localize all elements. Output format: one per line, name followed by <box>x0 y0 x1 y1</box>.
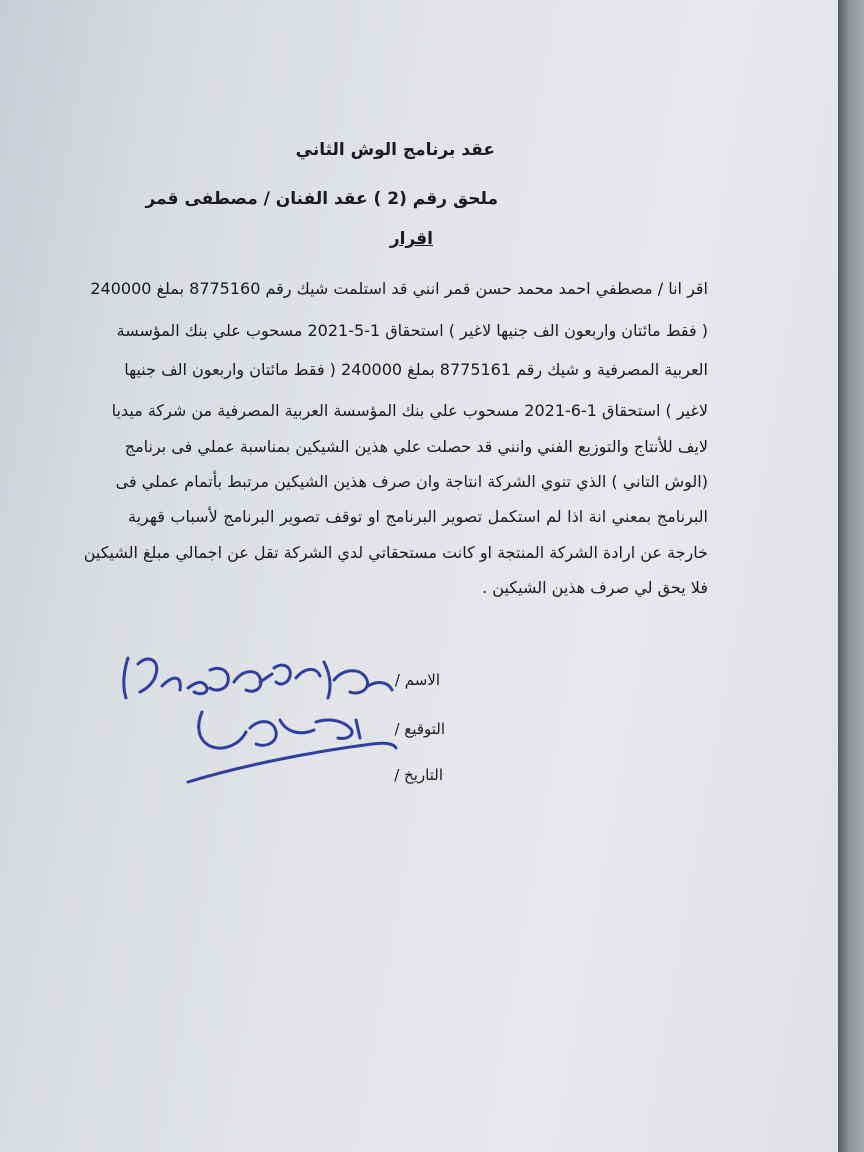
body-line: خارجة عن ارادة الشركة المنتجة او كانت مستحقاتي لدي الشركة تقل عن اجمالي مبلغ الشيكين <box>83 543 708 562</box>
document-title: عقد برنامج الوش الثاني <box>295 140 495 160</box>
body-line: لاغير ) استحقاق 1-6-2021 مسحوب علي بنك المؤسسة العربية المصرفية من شركة ميديا <box>111 401 708 420</box>
declaration-heading: اقرار <box>389 229 433 249</box>
signature-field-label: التوقيع / <box>394 720 445 738</box>
name-field-label: الاسم / <box>394 671 440 689</box>
body-line: ( فقط مائتان واربعون الف جنيها لاغير ) استحقاق 1-5-2021 مسحوب علي بنك المؤسسة <box>116 321 708 340</box>
body-line: (الوش التاني ) الذي تنوي الشركة انتاجة وان صرف هذين الشيكين مرتبط بأتمام عملي فى <box>115 472 708 491</box>
handwritten-signature <box>110 640 430 800</box>
document-subtitle: ملحق رقم (2 ) عقد الفنان / مصطفى قمر <box>145 189 498 209</box>
body-line: اقر انا / مصطفي احمد محمد حسن قمر انني قد استلمت شيك رقم 8775160 بملغ 240000 <box>90 279 708 298</box>
date-field-label: التاريخ / <box>394 766 443 784</box>
signature-ink <box>124 658 396 782</box>
body-line: لايف للأنتاج والتوزيع الفني وانني قد حصلت علي هذين الشيكين بمناسبة عملي فى برنامج <box>124 437 708 456</box>
body-line: فلا يحق لي صرف هذين الشيكين . <box>482 578 708 597</box>
paper-stack-edge <box>838 0 864 1152</box>
body-line: البرنامج بمعني انة اذا لم استكمل تصوير البرنامج او توقف تصوير البرنامج لأسباب قهرية <box>128 507 708 526</box>
body-line: العربية المصرفية و شيك رقم 8775161 بملغ 240000 ( فقط مائتان واربعون الف جنيها <box>124 360 708 379</box>
